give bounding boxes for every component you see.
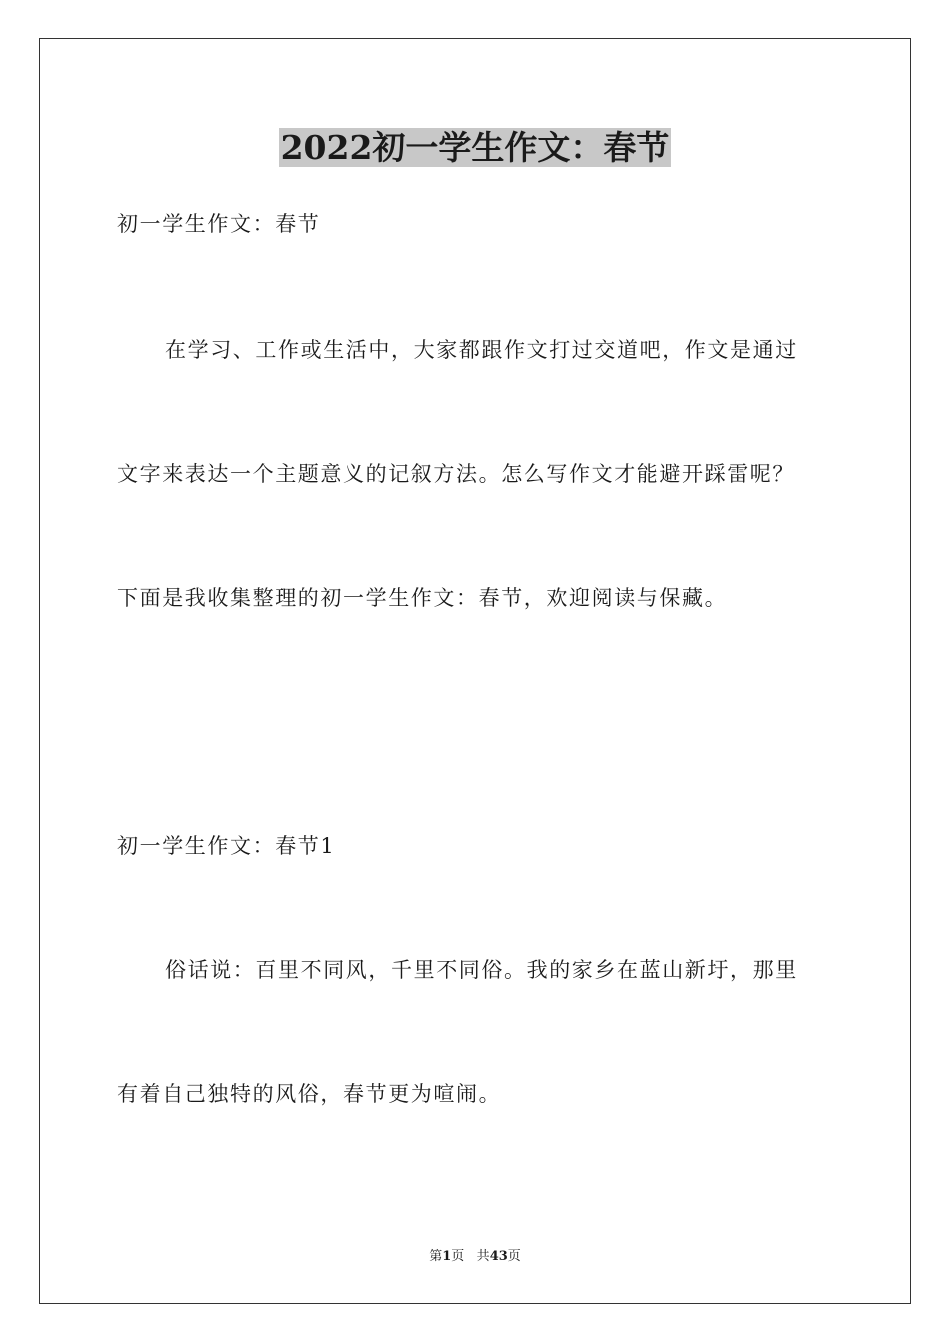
paragraph-line: 文字来表达一个主题意义的记叙方法。怎么写作文才能避开踩雷呢？ — [117, 462, 795, 486]
page-footer — [0, 1248, 950, 1266]
section-heading: 初一学生作文：春节1 — [117, 834, 336, 858]
paragraph-line: 俗话说：百里不同风，千里不同俗。我的家乡在蓝山新圩，那里 — [165, 958, 798, 982]
footer-total-suffix: 页 — [507, 1249, 521, 1264]
footer-page-number: 1 — [442, 1249, 452, 1264]
document-title: 2022初一学生作文：春节 — [280, 128, 670, 167]
paragraph-line: 在学习、工作或生活中，大家都跟作文打过交道吧，作文是通过 — [165, 338, 798, 362]
footer-page-suffix: 页 — [451, 1249, 465, 1264]
document-title-container — [0, 126, 950, 170]
paragraph-line: 下面是我收集整理的初一学生作文：春节，欢迎阅读与保藏。 — [117, 586, 728, 610]
subtitle-line: 初一学生作文：春节 — [117, 212, 321, 236]
footer-total-prefix: 共 — [476, 1249, 490, 1264]
footer-total-pages: 43 — [489, 1249, 508, 1264]
footer-page-prefix: 第 — [429, 1249, 443, 1264]
paragraph-line: 有着自己独特的风俗，春节更为喧闹。 — [117, 1082, 502, 1106]
